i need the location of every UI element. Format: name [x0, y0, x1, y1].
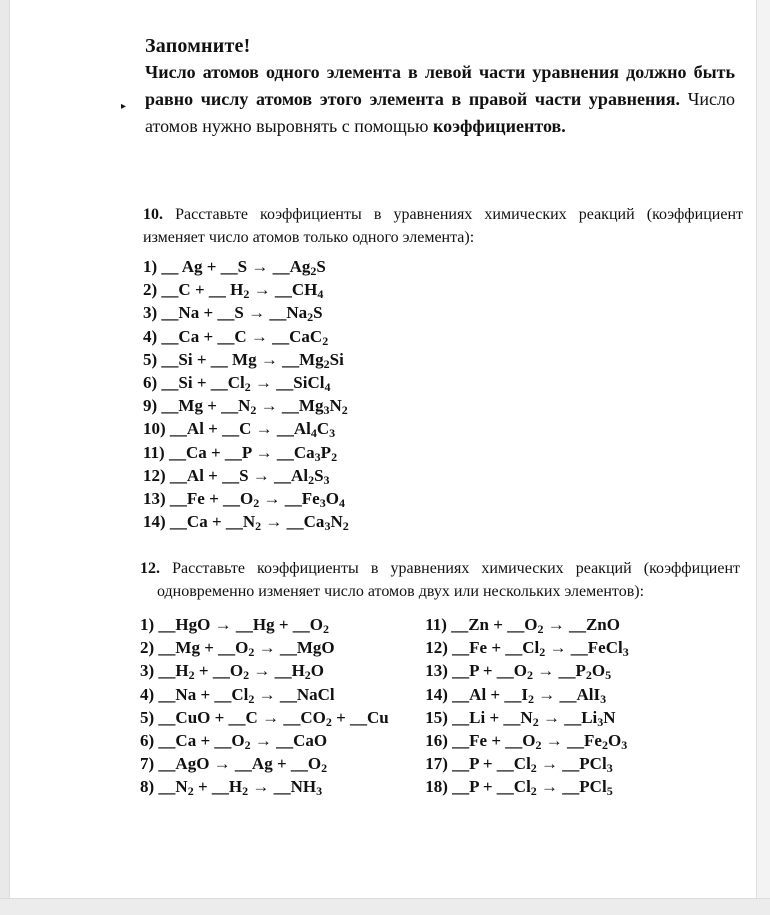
- equation: 6) __Si + $\_\_Cl_2$ → __SiCl$_4$: [143, 373, 331, 395]
- task-12-number: 12.: [140, 560, 160, 577]
- equation: 18) __P + $\_\_Cl_2$ → __PCl$_5$: [425, 777, 613, 799]
- equation: 7) __AgO → __Ag + $\_\_O_2$: [140, 754, 328, 776]
- equation: 9) __Mg + $\_\_N_2$ → $\_\_Mg_3N_2$: [143, 396, 348, 418]
- equation: 15) __Li + $\_\_N_2$ → $\_\_Li_3N$: [425, 707, 616, 729]
- remember-text: [145, 59, 735, 140]
- viewer-left-border: [0, 0, 10, 915]
- equation: 8) $\_\_N_2$ + $\_\_H_2$ → $\_\_NH_3$: [140, 777, 323, 799]
- task-12-right-column: [425, 613, 740, 799]
- equation: 13) __Fe + $\_\_O_2$ → $\_\_Fe_3O_4$: [143, 489, 345, 511]
- equation: 2) __C + __ $H_2$ → $\_\_CH_4$: [143, 280, 324, 302]
- equation: 5) __CuO + __C → $\_\_CO_2$ + __Cu: [140, 707, 389, 729]
- viewer-scrollbar[interactable]: [756, 0, 770, 915]
- equation: 11) __Ca + __P → $\_\_Ca_3P_2$: [143, 442, 338, 464]
- task-12-instruction: [140, 557, 740, 603]
- task-10-number: 10.: [143, 206, 163, 223]
- remember-rule: Число атомов одного элемента в левой части уравнения должно быть равно числу атомов этого элемента в правой части уравнения.: [145, 62, 735, 109]
- equation: 4) __Ca + __C → __CaC$_2$: [143, 326, 329, 348]
- equation: 5) __Si + __ $Mg \to \_\_Mg_2Si$: [143, 349, 344, 371]
- margin-arrow-icon: ▸: [121, 101, 127, 112]
- remember-title: Запомните!: [145, 35, 251, 57]
- equation: 3) $\_\_H_2$ + $\_\_O_2$ → $\_\_H_2O$: [140, 661, 325, 683]
- equation: 16) __Fe + $\_\_O_2$ → $\_\_Fe_2O_3$: [425, 731, 628, 753]
- task-10: [143, 203, 743, 533]
- equation: 1) __ Ag + __S → $\_\_Ag_2S$: [143, 257, 326, 278]
- task-12: [140, 557, 740, 799]
- equation: 12) __Al + __S → $\_\_Al_2S_3$: [143, 465, 330, 487]
- equation: 14) __Al + $\_\_I_2$ → __AlI$_3$: [425, 684, 607, 706]
- task-10-text: Расставьте коэффициенты в уравнениях химических реакций (коэффициент изменяет число атомов только одного элемента):: [143, 206, 743, 246]
- equation: 14) __Ca + $\_\_N_2$ → $\_\_Ca_3N_2$: [143, 512, 349, 534]
- equation: 11) __Zn + $\_\_O_2$ → __ZnO: [425, 615, 620, 636]
- task-10-equations: [143, 255, 743, 533]
- equation: 17) __P + $\_\_Cl_2$ → __PCl$_3$: [425, 754, 613, 776]
- equation: 3) __Na + __S → $\_\_Na_2S$: [143, 303, 323, 325]
- task-12-left-column: [140, 613, 425, 799]
- remember-box: [145, 33, 735, 140]
- equation: 2) __Mg + $\_\_O_2$ → __MgO: [140, 638, 335, 660]
- equation: 13) __P + $\_\_O_2$ → $\_\_P_2O_5$: [425, 661, 612, 683]
- task-10-instruction: [143, 203, 743, 249]
- remember-keyword: коэффициентов.: [432, 116, 566, 136]
- equation: 10) __Al + __C → $\_\_Al_4C_3$: [143, 419, 336, 441]
- equation: 6) __Ca + $\_\_O_2$ → __CaO: [140, 731, 328, 753]
- equation: 12) __Fe + $\_\_Cl_2$ → __FeCl$_3$: [425, 638, 629, 660]
- equation: 4) __Na + $\_\_Cl_2$ → __NaCl: [140, 684, 335, 706]
- viewer-bottom-bar: [0, 898, 770, 915]
- task-12-columns: [140, 613, 740, 799]
- task-12-text: Расставьте коэффициенты в уравнениях химических реакций (коэффициент одновременно изменяет число атомов двух или нескольких элементов):: [157, 560, 740, 600]
- remember-hint: Число атомов нужно выровнять с помощью: [145, 89, 735, 136]
- equation: 1) __HgO → __Hg + $\_\_O_2$: [140, 615, 329, 636]
